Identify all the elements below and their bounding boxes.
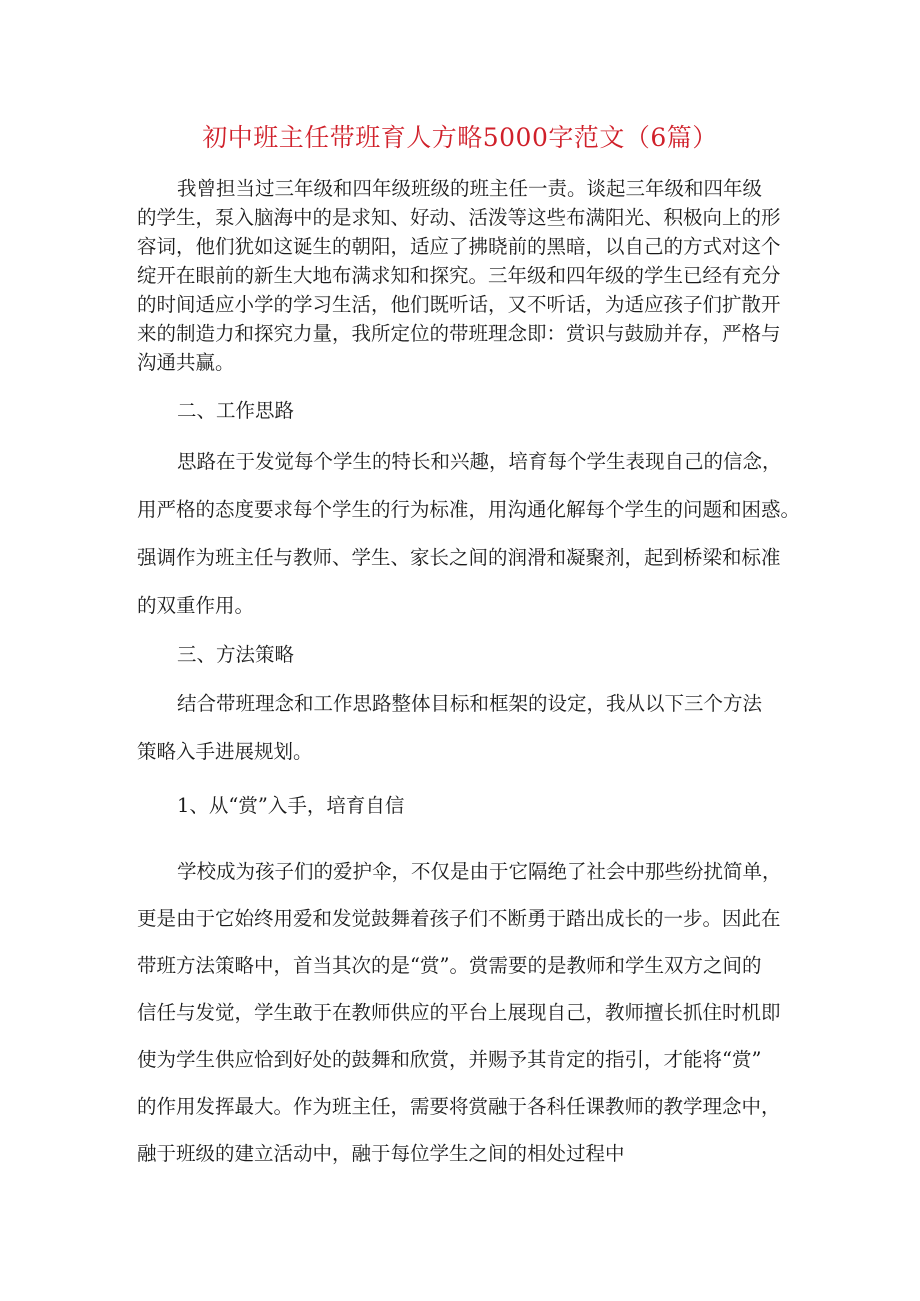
paragraph-line: 绽开在眼前的新生大地布满求知和探究。三年级和四年级的学生已经有充分 xyxy=(137,264,781,287)
section-heading-methods: 三、方法策略 xyxy=(177,643,295,666)
subheading-appreciation: 1、从“赏”入手，培育自信 xyxy=(177,794,405,817)
paragraph-line: 思路在于发觉每个学生的特长和兴趣，培育每个学生表现自己的信念， xyxy=(177,450,782,473)
paragraph-line: 的双重作用。 xyxy=(137,594,255,617)
paragraph-line: 来的制造力和探究力量，我所定位的带班理念即：赏识与鼓励并存，严格与 xyxy=(137,322,781,345)
section-heading-work-ideas: 二、工作思路 xyxy=(177,399,295,422)
paragraph-line: 使为学生供应恰到好处的鼓舞和欣赏，并赐予其肯定的指引，才能将“赏” xyxy=(137,1048,762,1071)
paragraph-line: 结合带班理念和工作思路整体目标和框架的设定，我从以下三个方法 xyxy=(177,692,763,715)
paragraph-line: 我曾担当过三年级和四年级班级的班主任一责。谈起三年级和四年级 xyxy=(177,177,763,200)
paragraph-line: 策略入手进展规划。 xyxy=(137,740,313,763)
paragraph-line: 更是由于它始终用爱和发觉鼓舞着孩子们不断勇于踏出成长的一步。因此在 xyxy=(137,907,781,930)
paragraph-line: 沟通共赢。 xyxy=(137,351,235,374)
paragraph-line: 的时间适应小学的学习生活，他们既听话，又不听话，为适应孩子们扩散开 xyxy=(137,293,781,316)
paragraph-line: 融于班级的建立活动中，融于每位学生之间的相处过程中 xyxy=(137,1142,625,1165)
document-title: 初中班主任带班育人方略5000字范文（6篇） xyxy=(202,123,718,152)
paragraph-line: 的作用发挥最大。作为班主任，需要将赏融于各科任课教师的教学理念中， xyxy=(137,1095,781,1118)
paragraph-line: 带班方法策略中，首当其次的是“赏”。赏需要的是教师和学生双方之间的 xyxy=(137,954,762,977)
paragraph-line: 的学生，泵入脑海中的是求知、好动、活泼等这些布满阳光、积极向上的形 xyxy=(137,206,781,229)
paragraph-line: 用严格的态度要求每个学生的行为标准，用沟通化解每个学生的问题和困惑。 xyxy=(137,498,801,521)
paragraph-line: 强调作为班主任与教师、学生、家长之间的润滑和凝聚剂，起到桥梁和标准 xyxy=(137,546,781,569)
paragraph-line: 信任与发觉，学生敢于在教师供应的平台上展现自己，教师擅长抓住时机即 xyxy=(137,1001,781,1024)
paragraph-line: 学校成为孩子们的爱护伞，不仅是由于它隔绝了社会中那些纷扰简单， xyxy=(177,860,782,883)
paragraph-line: 容词，他们犹如这诞生的朝阳，适应了拂晓前的黑暗，以自己的方式对这个 xyxy=(137,235,781,258)
